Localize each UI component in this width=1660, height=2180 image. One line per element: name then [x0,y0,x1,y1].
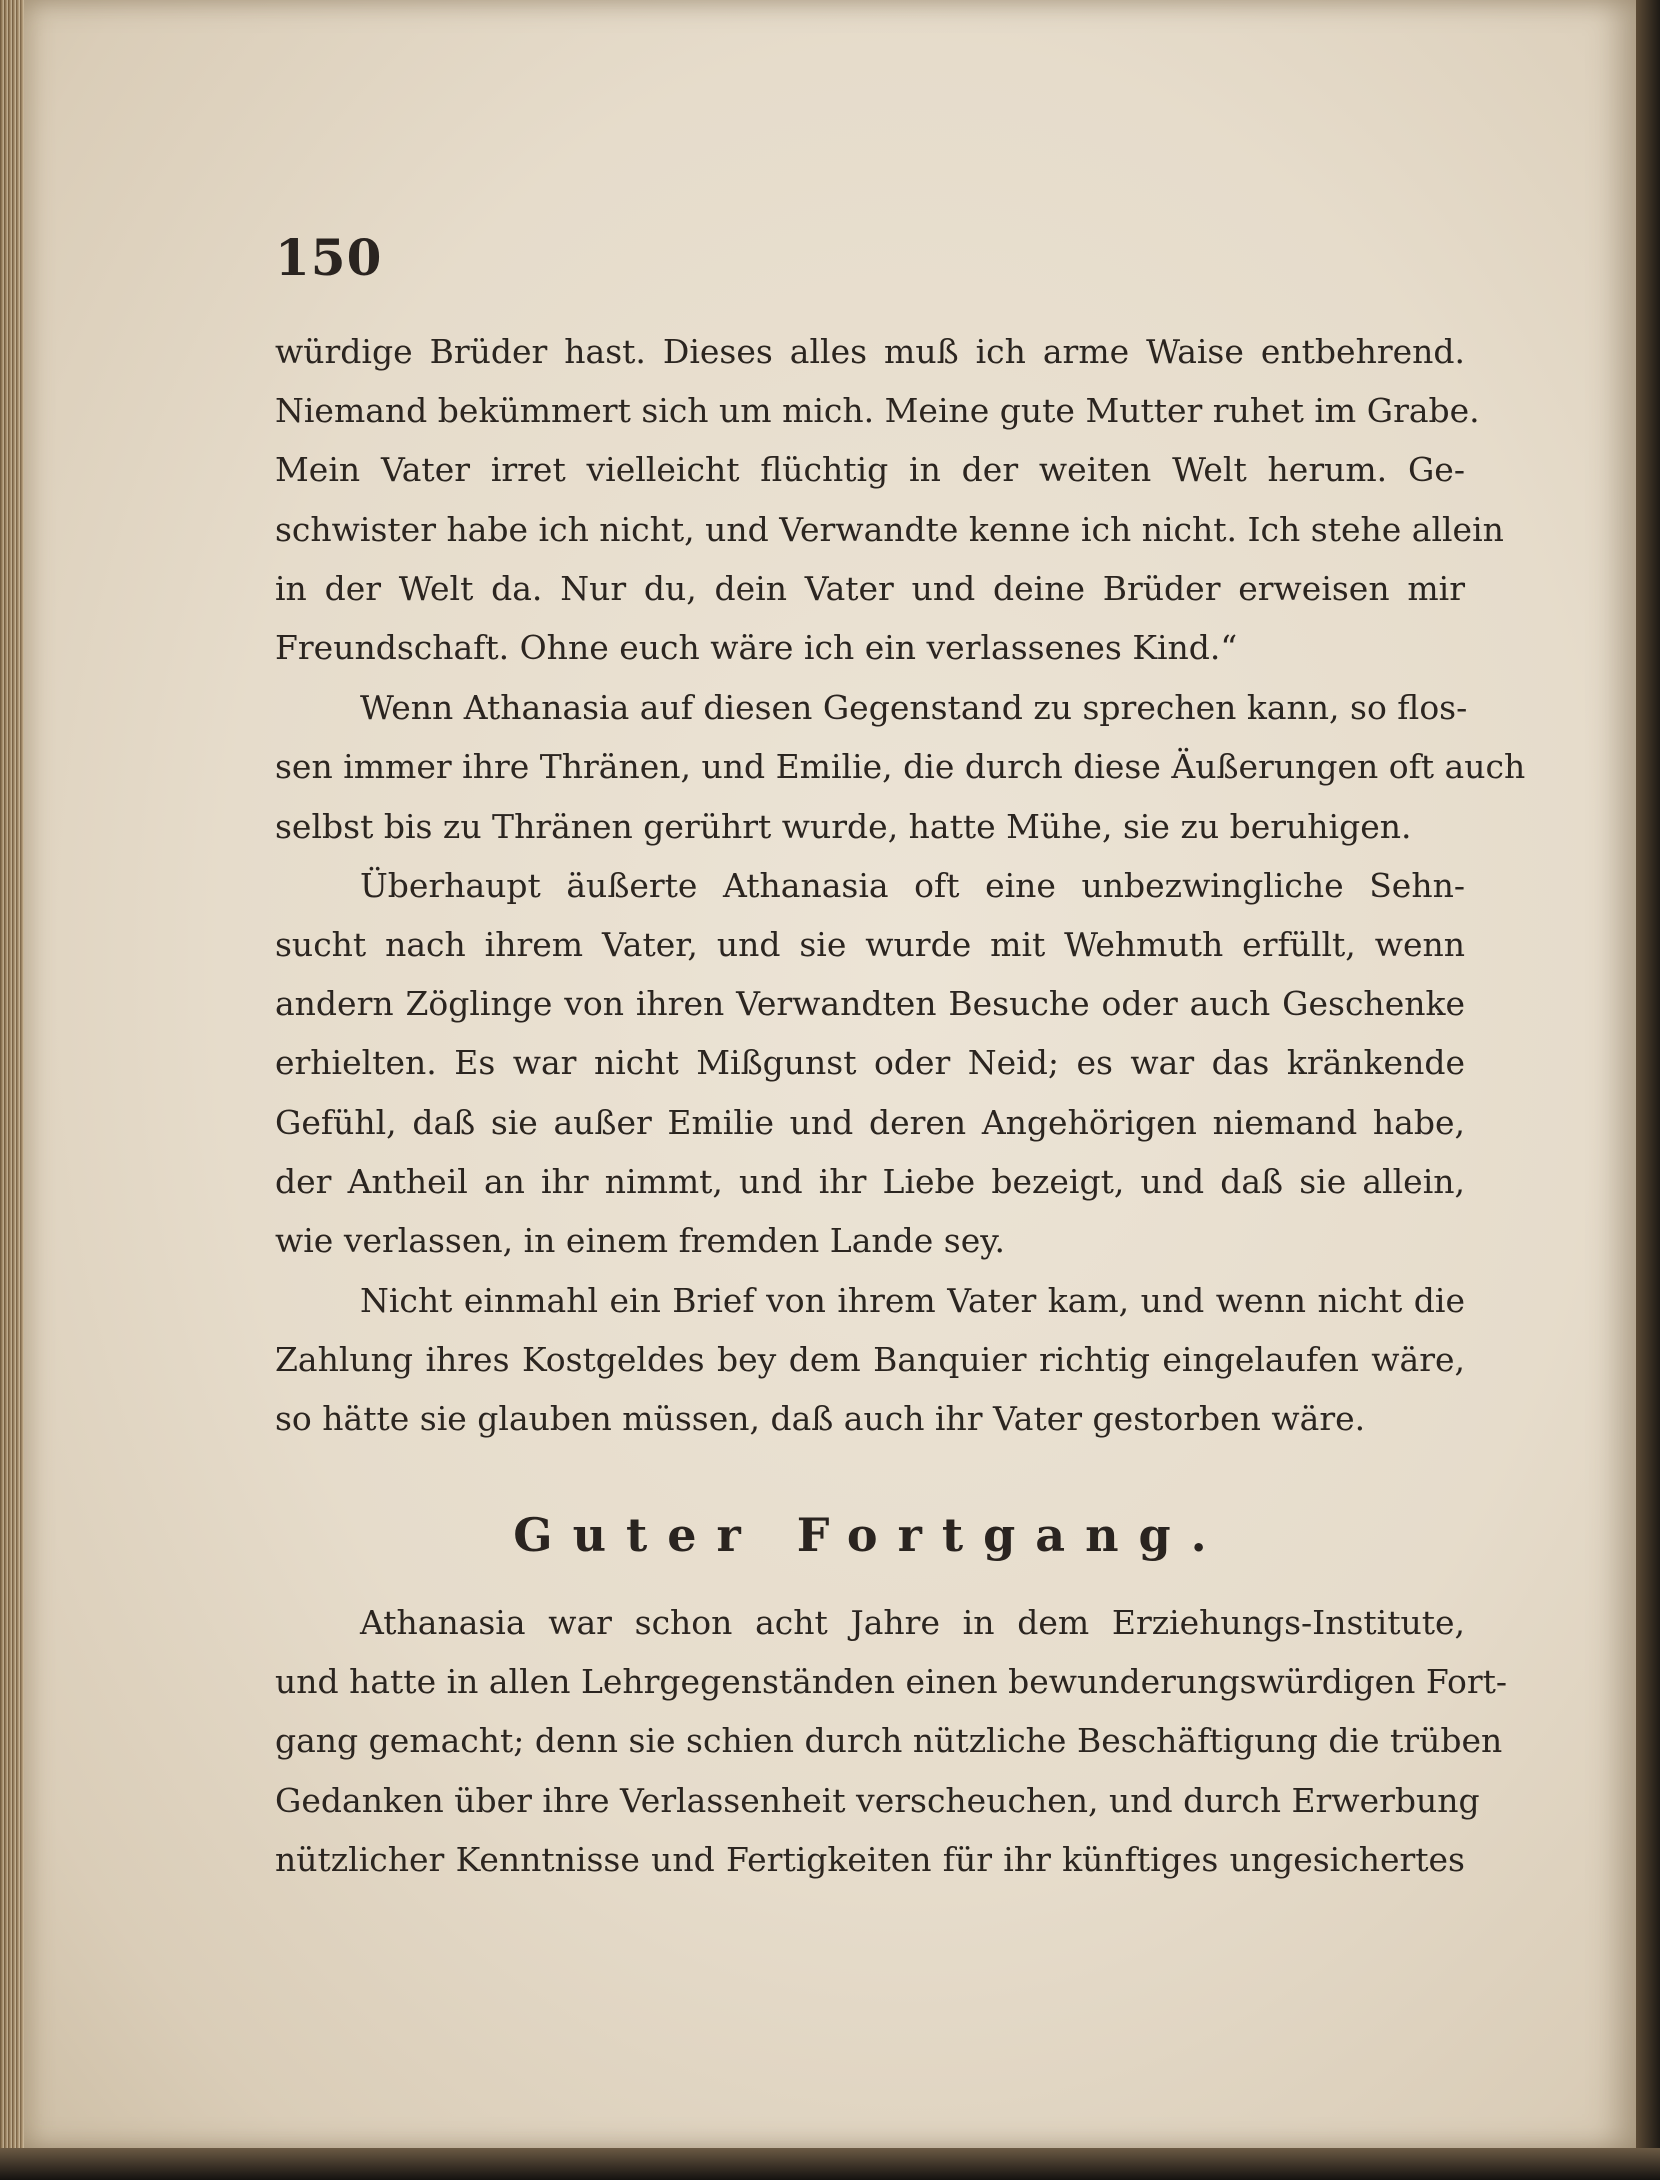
text-line: und hatte in allen Lehrgegenständen einen bewunderungswürdigen Fort- [275,1662,1508,1701]
text-line: nützlicher Kenntnisse und Fertigkeiten für ihr künftiges ungesichertes [275,1840,1465,1879]
text-line: in der Welt da. Nur du, dein Vater und deine Brüder erweisen mir [275,569,1465,608]
text-line: Freundschaft. Ohne euch wäre ich ein verlassenes Kind.“ [275,628,1238,667]
text-line: sucht nach ihrem Vater, und sie wurde mit Wehmuth erfüllt, wenn [275,925,1465,964]
binding-shadow [1636,0,1660,2180]
section-heading: Guter Fortgang. [513,1508,1227,1562]
text-line: Gefühl, daß sie außer Emilie und deren Angehörigen niemand habe, [275,1103,1465,1142]
text-line: würdige Brüder hast. Dieses alles muß ich arme Waise entbehrend. [275,332,1465,371]
text-line: Überhaupt äußerte Athanasia oft eine unbezwingliche Sehn- [360,866,1465,905]
text-line: gang gemacht; denn sie schien durch nützliche Beschäftigung die trüben [275,1721,1503,1760]
text-line: Gedanken über ihre Verlassenheit verscheuchen, und durch Erwerbung [275,1781,1480,1820]
bottom-shadow [0,2148,1660,2180]
text-line: Wenn Athanasia auf diesen Gegenstand zu sprechen kann, so flos- [360,688,1468,727]
text-line: Nicht einmahl ein Brief von ihrem Vater kam, und wenn nicht die [360,1281,1465,1320]
text-line: schwister habe ich nicht, und Verwandte kenne ich nicht. Ich stehe allein [275,510,1504,549]
text-line: erhielten. Es war nicht Mißgunst oder Neid; es war das kränkende [275,1043,1465,1082]
text-line: Zahlung ihres Kostgeldes bey dem Banquier richtig eingelaufen wäre, [275,1340,1465,1379]
text-line: sen immer ihre Thränen, und Emilie, die durch diese Äußerungen oft auch [275,747,1526,786]
text-line: wie verlassen, in einem fremden Lande sey. [275,1221,1005,1260]
text-line: andern Zöglinge von ihren Verwandten Besuche oder auch Geschenke [275,984,1465,1023]
text-line: Athanasia war schon acht Jahre in dem Erziehungs-Institute, [360,1603,1465,1642]
text-line: so hätte sie glauben müssen, daß auch ihr Vater gestorben wäre. [275,1399,1366,1438]
page-number: 150 [275,228,383,287]
text-line: Niemand bekümmert sich um mich. Meine gute Mutter ruhet im Grabe. [275,391,1480,430]
text-line: Mein Vater irret vielleicht flüchtig in der weiten Welt herum. Ge- [275,450,1465,489]
text-line: selbst bis zu Thränen gerührt wurde, hatte Mühe, sie zu beruhigen. [275,807,1412,846]
text-line: der Antheil an ihr nimmt, und ihr Liebe bezeigt, und daß sie allein, [275,1162,1465,1201]
